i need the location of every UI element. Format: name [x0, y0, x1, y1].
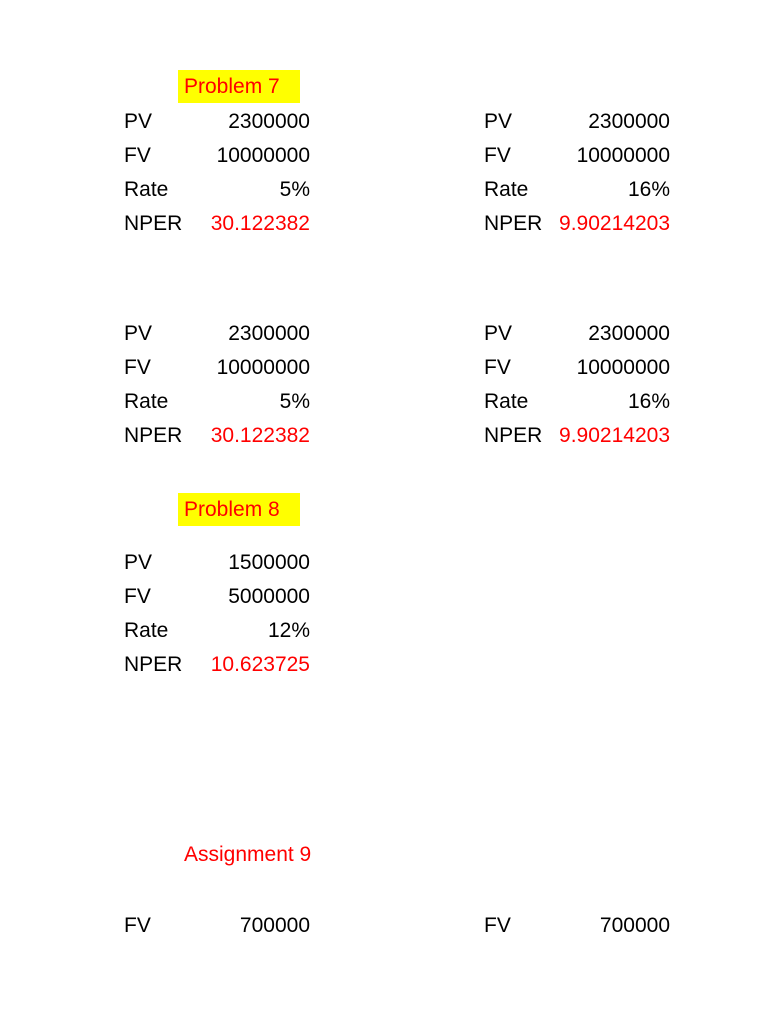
pv-value: 2300000 — [228, 322, 310, 345]
nper-row — [124, 207, 310, 241]
fv-value: 10000000 — [576, 144, 670, 167]
fv-value: 10000000 — [216, 144, 310, 167]
problem-7-block-c — [124, 317, 310, 453]
pv-label: PV — [484, 322, 513, 345]
nper-row — [124, 419, 310, 453]
nper-label: NPER — [124, 212, 183, 235]
pv-row — [484, 105, 670, 139]
fv-label: FV — [484, 914, 511, 937]
fv-label: FV — [124, 144, 151, 167]
nper-row — [484, 207, 670, 241]
fv-value: 700000 — [599, 914, 670, 937]
assignment-9-heading: Assignment 9 — [184, 843, 312, 866]
fv-row — [484, 351, 670, 385]
nper-value: 30.122382 — [210, 424, 310, 447]
nper-value: 30.122382 — [210, 212, 310, 235]
pv-label: PV — [484, 110, 513, 133]
problem-8-block — [124, 546, 310, 682]
nper-value: 9.90214203 — [559, 212, 670, 235]
rate-value: 16% — [627, 178, 670, 201]
rate-label: Rate — [484, 390, 529, 413]
pv-label: PV — [124, 551, 153, 574]
rate-label: Rate — [484, 178, 529, 201]
fv-row — [124, 351, 310, 385]
fv-label: FV — [484, 144, 511, 167]
nper-label: NPER — [124, 653, 183, 676]
rate-label: Rate — [124, 619, 169, 642]
pv-row — [124, 105, 310, 139]
pv-value: 2300000 — [228, 110, 310, 133]
rate-row — [484, 173, 670, 207]
rate-label: Rate — [124, 390, 169, 413]
nper-value: 9.90214203 — [559, 424, 670, 447]
fv-row — [484, 139, 670, 173]
problem-7-block-d — [484, 317, 670, 453]
nper-row — [124, 648, 310, 682]
fv-label: FV — [124, 914, 151, 937]
pv-row — [124, 546, 310, 580]
problem-8-heading: Problem 8 — [178, 493, 300, 526]
problem-7-block-b — [484, 105, 670, 241]
fv-value: 10000000 — [576, 356, 670, 379]
problem-7-heading: Problem 7 — [178, 70, 300, 103]
nper-label: NPER — [124, 424, 183, 447]
nper-row — [484, 419, 670, 453]
fv-row — [124, 580, 310, 614]
rate-value: 12% — [267, 619, 310, 642]
problem-7-block-a — [124, 105, 310, 241]
pv-value: 1500000 — [228, 551, 310, 574]
fv-label: FV — [484, 356, 511, 379]
pv-label: PV — [124, 110, 153, 133]
fv-row — [124, 139, 310, 173]
pv-value: 2300000 — [588, 110, 670, 133]
nper-label: NPER — [484, 424, 543, 447]
rate-label: Rate — [124, 178, 169, 201]
fv-value: 10000000 — [216, 356, 310, 379]
rate-row — [124, 173, 310, 207]
fv-row — [124, 909, 310, 943]
fv-label: FV — [124, 585, 151, 608]
rate-row — [124, 614, 310, 648]
rate-row — [124, 385, 310, 419]
rate-value: 5% — [279, 390, 310, 413]
rate-row — [484, 385, 670, 419]
rate-value: 16% — [627, 390, 670, 413]
nper-value: 10.623725 — [210, 653, 310, 676]
pv-row — [484, 317, 670, 351]
pv-row — [124, 317, 310, 351]
fv-value: 5000000 — [228, 585, 310, 608]
pv-value: 2300000 — [588, 322, 670, 345]
pv-label: PV — [124, 322, 153, 345]
rate-value: 5% — [279, 178, 310, 201]
assignment-9-block-right — [484, 909, 670, 943]
nper-label: NPER — [484, 212, 543, 235]
fv-row — [484, 909, 670, 943]
fv-value: 700000 — [239, 914, 310, 937]
fv-label: FV — [124, 356, 151, 379]
assignment-9-block-left — [124, 909, 310, 943]
